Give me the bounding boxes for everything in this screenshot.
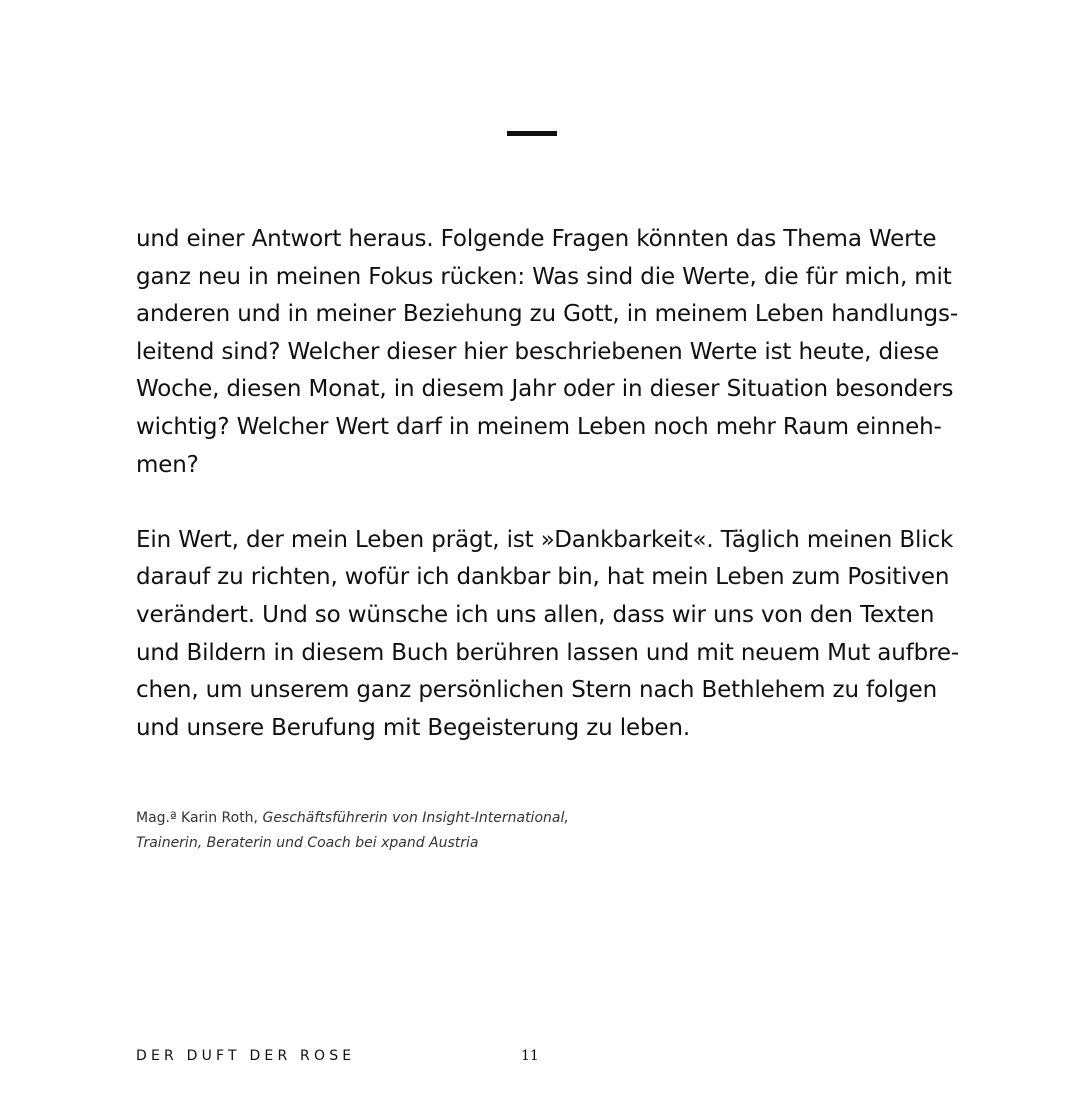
paragraph-1-line: ganz neu in meinen Fokus rücken: Was sind die Werte, die für mich, mit [136,263,952,290]
paragraph-2-line: verändert. Und so wünsche ich uns allen, dass wir uns von den Texten [136,601,935,628]
page-number: 11 [521,1048,539,1064]
paragraph-1-line: wichtig? Welcher Wert darf in meinem Leben noch mehr Raum einneh- [136,413,942,440]
author-credit [136,806,836,856]
credit-line-1 [136,806,836,831]
credit-role-2: Trainerin, Beraterin und Coach bei xpand Austria [136,835,479,851]
paragraph-1-line: anderen und in meiner Beziehung zu Gott, in meinem Leben handlungs- [136,301,958,328]
paragraph-1-line: men? [136,451,199,478]
paragraph-2-line: und unsere Berufung mit Begeisterung zu leben. [136,714,690,741]
paragraph-spacer [136,484,936,522]
body-text [136,221,959,747]
paragraph-1-line: Woche, diesen Monat, in diesem Jahr oder in dieser Situation besonders [136,376,954,403]
paragraph-2-line: chen, um unserem ganz persönlichen Stern nach Bethlehem zu folgen [136,677,938,704]
credit-line-2 [136,831,836,856]
paragraph-1-line: leitend sind? Welcher dieser hier beschriebenen Werte ist heute, diese [136,338,940,365]
credit-name: Mag.ª Karin Roth, [136,810,259,826]
credit-role-1: Geschäftsführerin von Insight-International, [262,810,569,826]
footer-book-title: DER DUFT DER ROSE [136,1048,356,1064]
paragraph-2-line: darauf zu richten, wofür ich dankbar bin, hat mein Leben zum Positiven [136,564,950,591]
paragraph-1-line: und einer Antwort heraus. Folgende Fragen könnten das Thema Werte [136,226,937,252]
decorative-top-rule [507,131,557,136]
paragraph-2-line: und Bildern in diesem Buch berühren lassen und mit neuem Mut aufbre- [136,639,959,666]
paragraph-2-line: Ein Wert, der mein Leben prägt, ist »Dankbarkeit«. Täglich meinen Blick [136,526,954,553]
